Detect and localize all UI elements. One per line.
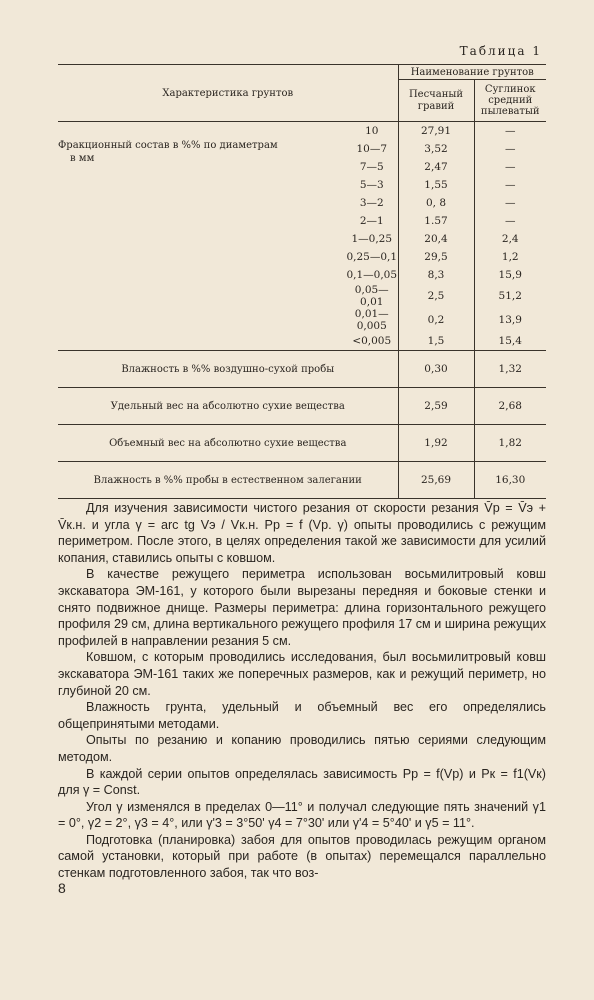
soil1-value: 2,59	[398, 388, 474, 425]
soil2-value: 13,9	[474, 308, 546, 332]
soil1-value: 20,4	[398, 230, 474, 248]
soil2-value: 15,4	[474, 332, 546, 351]
body-text	[58, 500, 546, 882]
page-number: 8	[58, 880, 66, 896]
paragraph: Ковшом, с которым проводились исследования, был восьмилитровый ковш экскаватора ЭМ-161 таких же поперечных размеров, как и режущий периметр, но глубиной 20 см.	[58, 650, 546, 698]
soil1-value: 27,91	[398, 122, 474, 141]
fraction-diameter: 3—2	[359, 197, 384, 209]
soil2-value: 2,4	[474, 230, 546, 248]
table-row	[58, 388, 546, 425]
soil1-value: 0,30	[398, 351, 474, 388]
fraction-diameter: 10	[365, 125, 379, 137]
fraction-diameter: 0,05—0,01	[354, 284, 389, 308]
soil2-value: —	[474, 194, 546, 212]
soil1-value: 25,69	[398, 462, 474, 499]
paragraph: Для изучения зависимости чистого резания от скорости резания V̄р = V̄э + V̄к.н. и угла γ = arc tg Vэ / Vк.н. Pр = f (Vр. γ) опыты проводились с режущим периметром. После этого, в целях определения такой же зависимости для усилий копания, ставились опыты с ковшом.	[58, 501, 546, 565]
table-row	[58, 425, 546, 462]
soil2-value: 15,9	[474, 266, 546, 284]
header-soil-2: Суглинок средний пылеватый	[474, 80, 546, 122]
soil1-value: 8,3	[398, 266, 474, 284]
soil1-value: 2,47	[398, 158, 474, 176]
property-label: Удельный вес на абсолютно сухие вещества	[58, 388, 398, 425]
soil2-value: 16,30	[474, 462, 546, 499]
fraction-diameter: 7—5	[359, 161, 384, 173]
soil1-value: 29,5	[398, 248, 474, 266]
header-soil-names: Наименование грунтов	[398, 65, 546, 80]
fraction-diameter: 0,25—0,1	[346, 251, 398, 263]
fraction-diameter: <0,005	[352, 335, 392, 347]
fraction-diameter: 5—3	[359, 179, 384, 191]
fraction-label-line2: в мм	[70, 153, 95, 164]
soil1-value: 2,5	[398, 284, 474, 308]
fraction-label	[58, 122, 346, 351]
header-characteristic: Характеристика грунтов	[58, 65, 398, 122]
header-soil-1: Песчаный гравий	[398, 80, 474, 122]
soil2-value: —	[474, 158, 546, 176]
fraction-label-line1: Фракционный состав в %% по диаметрам	[58, 140, 278, 151]
paragraph: Угол γ изменялся в пределах 0—11° и получал следующие пять значений γ1 = 0°, γ2 = 2°, γ3 = 4°, или γ'3 = 3°50' γ4 = 7°30' или γ'4 = 5°40' и γ5 = 11°.	[58, 799, 546, 831]
fraction-diameter: 10—7	[356, 143, 388, 155]
paragraph: В качестве режущего периметра использован восьмилитровый ковш экскаватора ЭМ-161, у которого были вырезаны передняя и боковые стенки и снято подвижное днище. Размеры периметра: длина горизонтального режущего профиля 29 см, длина вертикального режущего профиля 17 см и ширина режущих профилей в направлении резания 5 см.	[58, 567, 546, 648]
fraction-diameter: 1—0,25	[351, 233, 393, 245]
table-row	[58, 462, 546, 499]
soil2-value: —	[474, 176, 546, 194]
soil1-value: 1.57	[398, 212, 474, 230]
soil1-value: 0,2	[398, 308, 474, 332]
soil1-value: 1,92	[398, 425, 474, 462]
soil2-value: 1,2	[474, 248, 546, 266]
soil1-value: 1,55	[398, 176, 474, 194]
soil2-value: 2,68	[474, 388, 546, 425]
fraction-diameter: 2—1	[359, 215, 384, 227]
paragraph: В каждой серии опытов определялась зависимость Pр = f(Vр) и Pк = f1(Vк) для γ = Const.	[58, 766, 546, 798]
property-label: Объемный вес на абсолютно сухие вещества	[58, 425, 398, 462]
table-row	[58, 122, 546, 141]
property-label: Влажность в %% пробы в естественном залегании	[58, 462, 398, 499]
soil2-value: —	[474, 140, 546, 158]
paragraph: Подготовка (планировка) забоя для опытов проводилась режущим органом самой установки, который при работе (в опытах) перемещался параллельно стенкам подготовленного забоя, так что воз-	[58, 832, 546, 881]
soil2-value: 1,82	[474, 425, 546, 462]
table-title: Таблица 1	[459, 44, 542, 58]
soil2-value: —	[474, 212, 546, 230]
soil1-value: 0, 8	[398, 194, 474, 212]
soil2-value: 51,2	[474, 284, 546, 308]
soil1-value: 3,52	[398, 140, 474, 158]
soil-characteristics-table	[58, 64, 546, 499]
fraction-diameter: 0,1—0,05	[346, 269, 398, 281]
fraction-diameter: 0,01—0,005	[354, 308, 389, 332]
soil2-value: 1,32	[474, 351, 546, 388]
soil2-value: —	[474, 122, 546, 141]
paragraph: Влажность грунта, удельный и объемный вес его определялись общепринятыми методами.	[58, 700, 546, 731]
paragraph: Опыты по резанию и копанию проводились пятью сериями следующим методом.	[58, 733, 546, 764]
table-row	[58, 351, 546, 388]
soil1-value: 1,5	[398, 332, 474, 351]
property-label: Влажность в %% воздушно-сухой пробы	[58, 351, 398, 388]
